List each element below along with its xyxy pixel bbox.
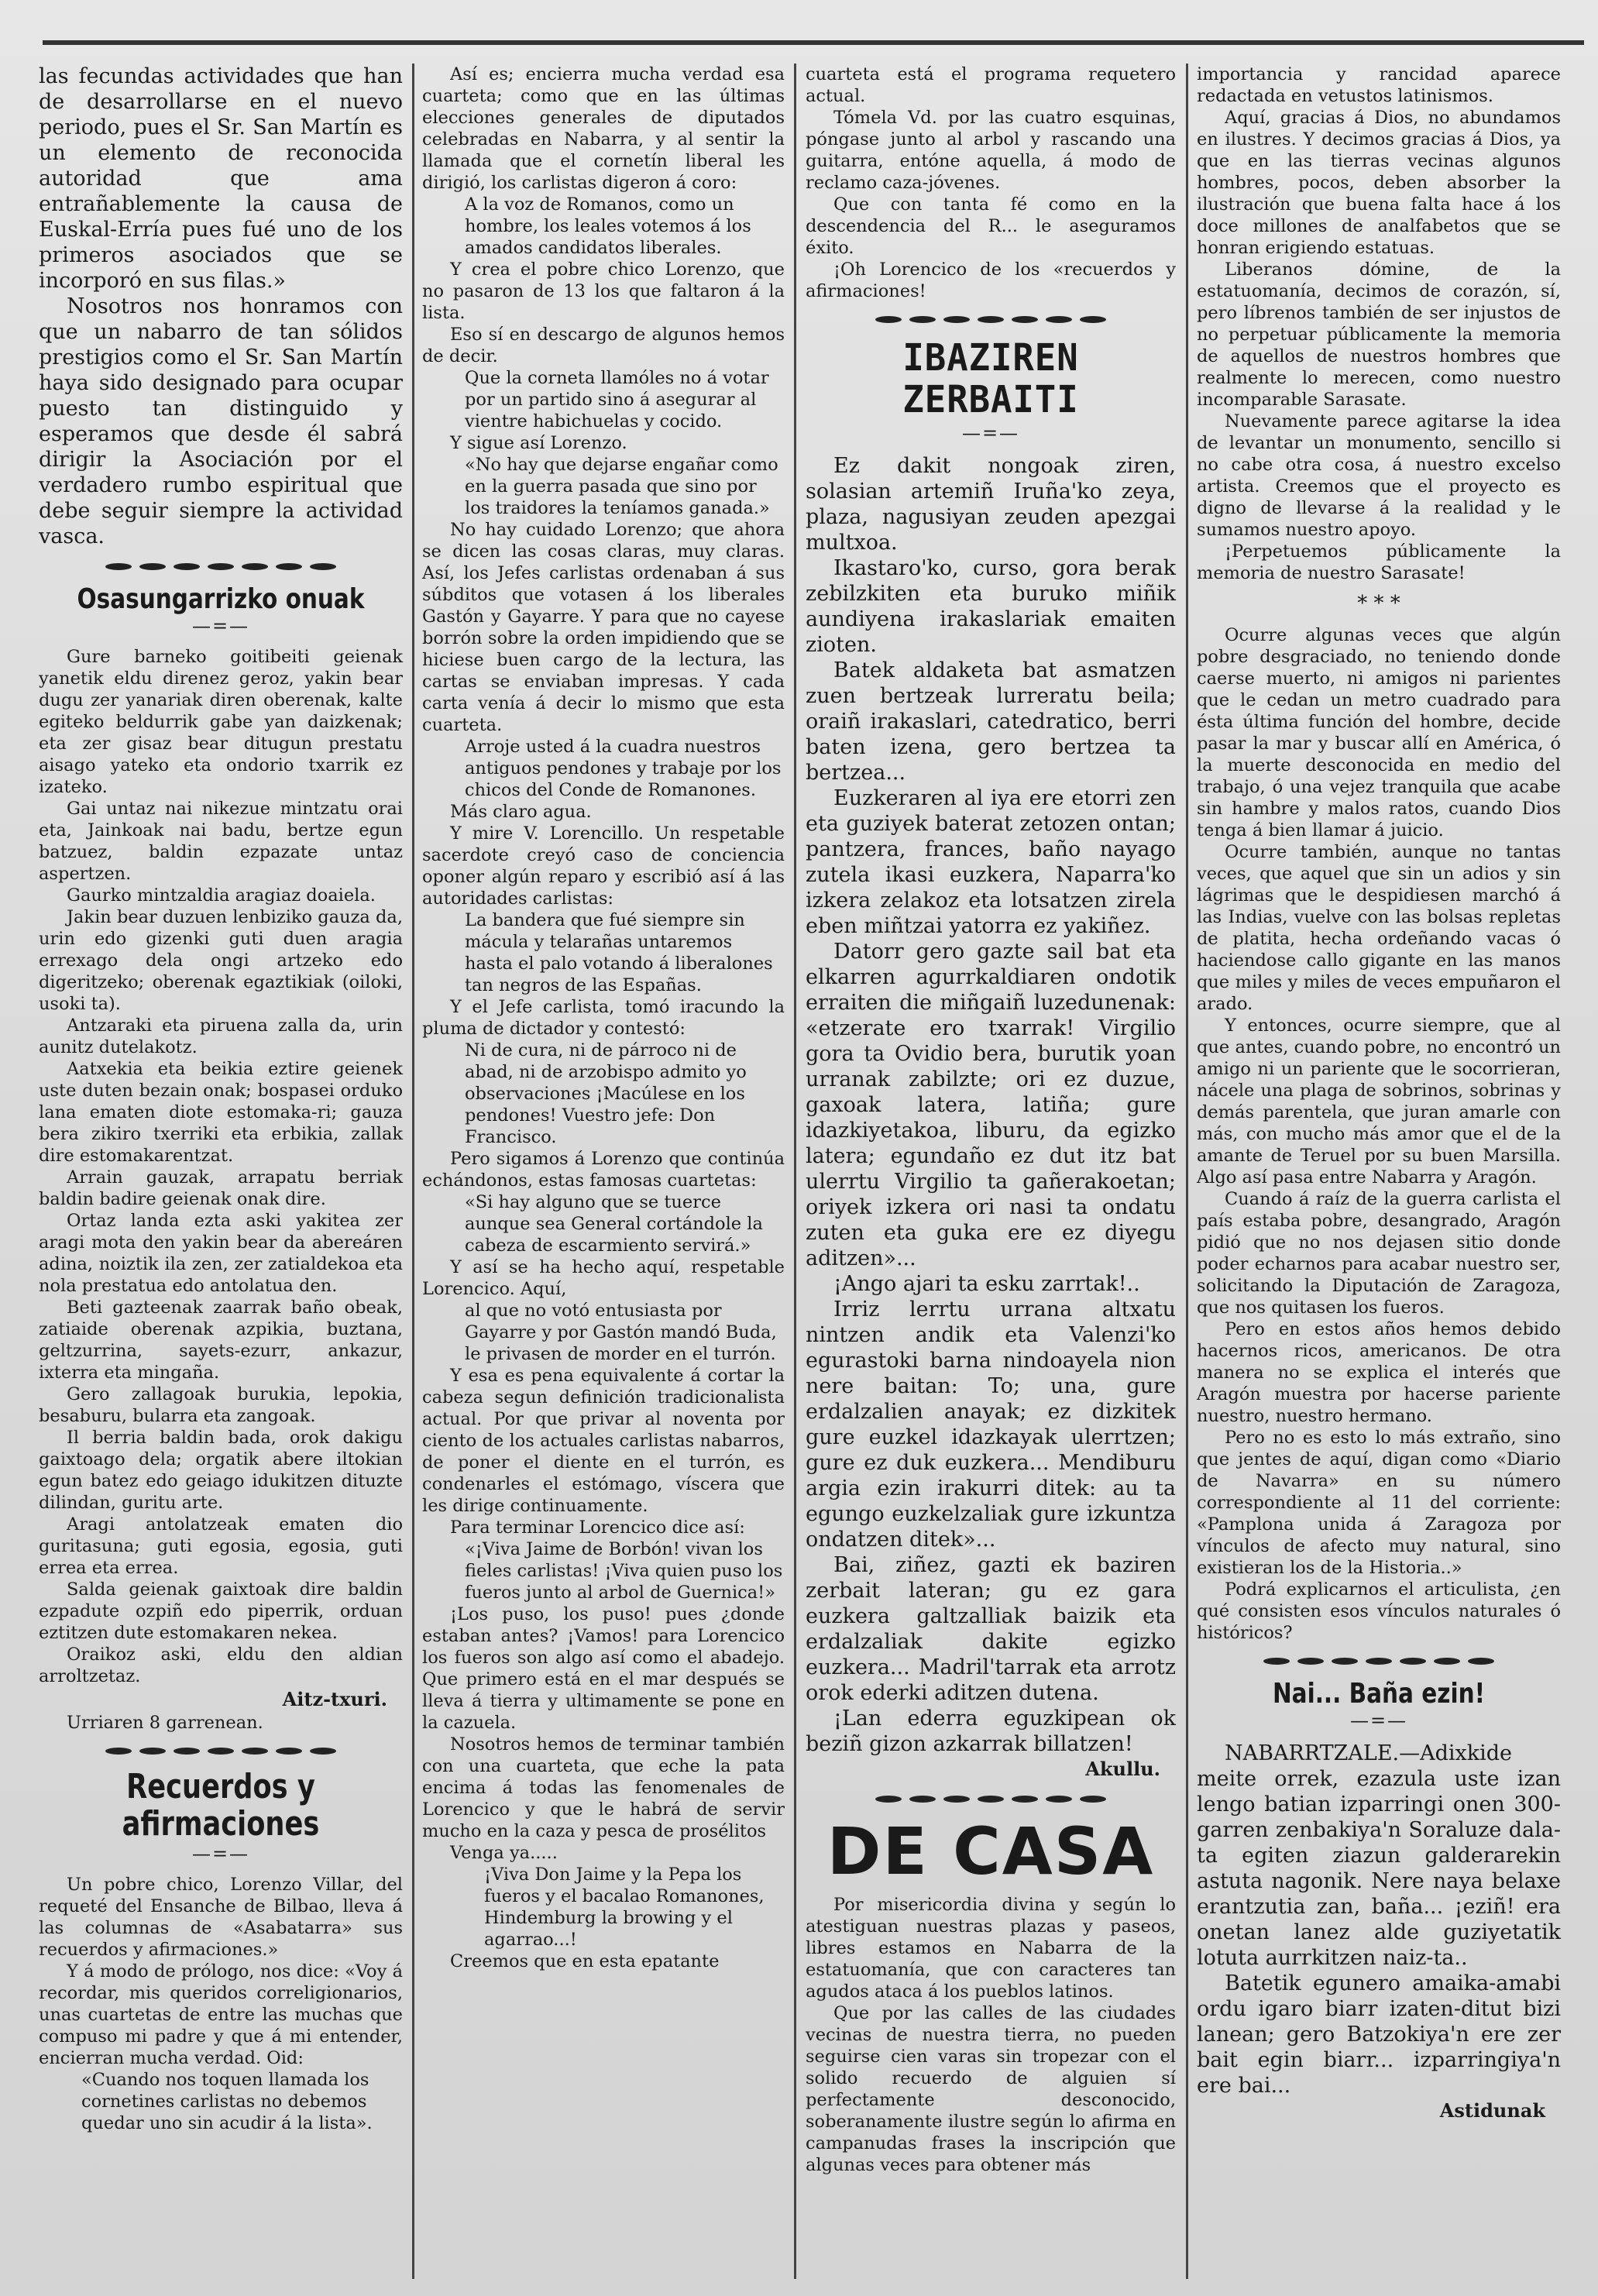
paragraph: Gai untaz nai nikezue mintzatu orai eta, Jainkoak nai badu, bertze egun batzuez, baldin ezpazate untaz aspertzen. — [39, 799, 403, 884]
paragraph: Pero sigamos á Lorenzo que continúa echándonos, estas famosas cuartetas: — [422, 1149, 785, 1191]
paragraph: Pero no es esto lo más extraño, sino que jentes de aquí, digan como «Diario de Navarra» en su número correspondiente al 11 del corriente: «Pamplona unida á Zaragoza por vínculos de afecto muy natural, sino existieran los de la Historia..» — [1197, 1428, 1561, 1578]
ornament-divider — [806, 1796, 1176, 1803]
signature: Akullu. — [1085, 1758, 1160, 1780]
verse: al que no votó entusiasta por Gayarre y por Gastón mandó Buda, le privasen de morder en el turrón. — [465, 1301, 777, 1364]
paragraph: Y así se ha hecho aquí, respetable Lorencico. Aquí, — [422, 1257, 785, 1299]
dateline: Urriaren 8 garrenean. — [67, 1713, 263, 1733]
top-rule — [43, 40, 1584, 45]
signature: Aitz-txuri. — [282, 1688, 387, 1710]
paragraph: Para terminar Lorencico dice así: — [450, 1517, 745, 1538]
article-heading: Osasungarrizko onuak — [77, 583, 365, 615]
paragraph: No hay cuidado Lorenzo; que ahora se dicen las cosas claras, muy claras. Así, los Jefes carlistas ordenaban á sus súbditos que votasen á los liberales Gastón y Gayarre. Y para que no cayese borrón sobre la orden impidiendo que se hiciese buen cargo de la lectura, las cartas se enviaban impresas. Y cada carta venía á decir lo mismo que esta cuarteta. — [422, 520, 785, 735]
paragraph: Nosotros hemos de terminar también con una cuarteta, que eche la pata encima á todas las fenomenales de Lorencico y que le habrá de servir mucho en la caza y pesca de prosélitos — [422, 1734, 785, 1841]
paragraph: Batetik egunero amaika-amabi ordu igaro biarr izaten-ditut bizi lanean; gero Batzokiya'n ere zer bait egin biarr... izparringiya'n ere bai... — [1197, 1971, 1561, 2098]
section-dots: * * * — [1357, 592, 1400, 615]
paragraph: Un pobre chico, Lorenzo Villar, del requeté del Ensanche de Bilbao, lleva á las columnas de «Asabatarra» sus recuerdos y afirmaciones.» — [39, 1875, 403, 1960]
column-rule-3 — [1186, 64, 1188, 2279]
paragraph: Arrain gauzak, arrapatu berriak baldin badire geienak onak dire. — [39, 1167, 403, 1209]
paragraph: Batek aldaketa bat asmatzen zuen bertzeak lurreratu beila; oraiñ irakaslari, catedratico, berri baten izena, gero bertzea ta bertzea... — [806, 658, 1176, 785]
paragraph: Aragi antolatzeak ematen dio guritasuna; guti egosia, egosia, guti errea eta errea. — [39, 1514, 403, 1578]
paragraph: Y mire V. Lorencillo. Un respetable sacerdote creyó caso de conciencia oponer algún reparo y escribió así á las autoridades carlistas: — [422, 823, 785, 909]
paragraph: las fecundas actividades que han de desarrollarse en el nuevo periodo, pues el Sr. San Martín es un elemento de reconocida autoridad que ama entrañablemente la causa de Euskal-Erría pues fué uno de los primeros asociados que se incorporó en sus filas.» — [39, 64, 403, 293]
column-1 — [39, 64, 403, 2134]
article-heading: Recuerdos y afirmaciones — [122, 1767, 320, 1844]
verse: «No hay que dejarse engañar como en la guerra pasada que sino por los traidores la teníamos ganada.» — [465, 455, 778, 518]
paragraph: Eso sí en descargo de algunos hemos de decir. — [422, 325, 785, 366]
verse: Ni de cura, ni de párroco ni de abad, ni de arzobispo admito yo observaciones ¡Macúlese en los pendones! Vuestro jefe: Don Francisco. — [465, 1040, 747, 1147]
paragraph: Aquí, gracias á Dios, no abundamos en ilustres. Y decimos gracias á Dios, ya que en las tierras vecinas algunos hombres, pocos, deben absorber la ilustración que buena falta hace á los doce millones de analfabetos que se honran erigiendo estatuas. — [1197, 108, 1561, 258]
paragraph: Liberanos dómine, de la estatuomanía, decimos de corazón, sí, pero líbrenos también de ser injustos de no perpetuar públicamente la memoria de aquellos de nuestros hombres que realmente lo merecen, como nuestro incomparable Sarasate. — [1197, 260, 1561, 410]
paragraph: importancia y rancidad aparece redactada en vetustos latinismos. — [1197, 64, 1561, 106]
paragraph: Nosotros nos honramos con que un nabarro de tan sólidos prestigios como el Sr. San Martín haya sido designado para ocupar puesto tan distinguido y esperamos que desde él sabrá dirigir la Asociación por el verdadero rumbo espiritual que debe seguir siempre la actividad vasca. — [39, 294, 403, 548]
verse: A la voz de Romanos, como un hombre, los leales votemos á los amados candidatos liberales. — [465, 194, 751, 258]
paragraph: Que con tanta fé como en la descendencia del R... le aseguramos éxito. — [806, 194, 1176, 258]
paragraph: Y sigue así Lorenzo. — [450, 433, 627, 453]
heading-dash: —=— — [191, 615, 250, 637]
paragraph: Gero zallagoak burukia, lepokia, besaburu, bularra eta zangoak. — [39, 1384, 403, 1426]
verse: «Cuando nos toquen llamada los cornetines carlistas no debemos quedar uno sin acudir á la lista». — [81, 2070, 373, 2133]
paragraph: Y el Jefe carlista, tomó iracundo la pluma de dictador y contestó: — [422, 997, 785, 1039]
paragraph: Ikastaro'ko, curso, gora berak zebilzkiten eta buruko miñik aundiyena irakaslariak emaiten zioten. — [806, 556, 1176, 657]
column-4 — [1197, 64, 1561, 2123]
paragraph: Euzkeraren al iya ere etorri zen eta guziyek baterat zetozen ontan; pantzera, frances, baño nayago zutela ikasi euzkera, Naparra'ko izkera zelakoz eta lotsatzen zirela eben miñtzai yatorra ez yakiñez. — [806, 786, 1176, 938]
paragraph: NABARRTZALE.—Adixkide meite orrek, ezazula uste izan lengo batian izparringi onen 300-garren zenbakiya'n Soraluze dala-ta egiten ziazun galderarekin astuta nagonik. Nere naya belaxe erantzutia zan, baña... ¡eziñ! era onetan lanez alde guziyetatik lotuta aurrkitzen naiz-ta.. — [1197, 1741, 1561, 1970]
verse: Que la corneta llamóles no á votar por un partido sino á asegurar al vientre habichuelas y cocido. — [465, 368, 769, 431]
paragraph: Datorr gero gazte sail bat eta elkarren agurrkaldiaren ondotik erraiten die miñgaiñ luzedunenak: «etzerate ero txarrak! Virgilio gora ta Ovidio bera, burutik yoan urranak zabilzte; ori ez duzue, gaxoak latera, latiña; gure idazkiyetakoa, liburu, da egizko latera; egundaño ez dut itz bat ulerrtu Virgilio ta gañerakoetan; oriyek izkera ori nasi ta ondatu zuten eta guka ere ez diyegu aditzen»... — [806, 940, 1176, 1270]
paragraph: Jakin bear duzuen lenbiziko gauza da, urin edo gizenki guti duen aragia errexago dela ongi artzeko edo digeritzeko; oberenak egaztikiak (oiloki, usoki ta). — [39, 907, 403, 1014]
paragraph: Ez dakit nongoak ziren, solasian artemiñ Iruña'ko zeya, plaza, nagusiyan zeuden apezgai multxoa. — [806, 454, 1176, 555]
paragraph: Oraikoz aski, eldu den aldian arroltzetaz. — [39, 1645, 403, 1686]
signature: Astidunak — [1439, 2099, 1545, 2122]
column-rule-1 — [412, 64, 414, 2279]
paragraph: Salda geienak gaixtoak dire baldin ezpadute ozpiñ edo piperrik, orduan eztitzen dute estomakaren nekea. — [39, 1579, 403, 1643]
paragraph: Irriz lerrtu urrana altxatu nintzen andik eta Valenzi'ko egurastoki barna nindoayela nion nere baitan: To; una, gure erdalzalien anayak; ez dizkitek gure euzkel idazkayak ulerrtzen; gure ez duk euzkera... Mendiburu argia ezin irakurri ditek: au ta egungo euzkelzaliak gure izkuntza ondatzen ditek»... — [806, 1298, 1176, 1552]
ornament-divider — [806, 316, 1176, 323]
ornament-divider — [1197, 1658, 1561, 1665]
verse: «¡Viva Jaime de Borbón! vivan los fieles carlistas! ¡Viva quien puso los fueros junto al arbol de Guernica!» — [465, 1539, 783, 1603]
heading-dash: —=— — [961, 422, 1020, 444]
paragraph: Pero en estos años hemos debido hacernos ricos, americanos. De otra manera no se explica el interés que Aragón muestra por hacerse pariente nuestro, nuestro hermano. — [1197, 1319, 1561, 1426]
paragraph: Tómela Vd. por las cuatro esquinas, póngase junto al arbol y rascando una guitarra, entóne aquella, á modo de reclamo caza-jóvenes. — [806, 108, 1176, 193]
paragraph: Más claro agua. — [450, 802, 592, 822]
paragraph: Ocurre algunas veces que algún pobre desgraciado, no teniendo donde caerse muerto, ni amigos ni parientes que le cedan un metro cuadrado para ésta última función del hombre, decide pasar la mar y buscar allí en América, ó la muerte desconocida en medio del trabajo, ó una vejez tranquila que acabe sin hambre y malos ratos, cuando Dios tenga á bien llamar á juicio. — [1197, 625, 1561, 840]
paragraph: ¡Ango ajari ta esku zarrtak!.. — [833, 1272, 1140, 1296]
paragraph: Y á modo de prólogo, nos dice: «Voy á recordar, mis queridos correligionarios, unas cuartetas de entre las muchas que compuso mi padre y que á mi entender, encierran mucha verdad. Oid: — [39, 1961, 403, 2068]
column-3 — [806, 64, 1176, 2176]
paragraph: Gaurko mintzaldia aragiaz doaiela. — [67, 885, 376, 906]
paragraph: Nuevamente parece agitarse la idea de levantar un monumento, sencillo si no cabe otra cosa, á nuestro excelso artista. Creemos que el proyecto es digno de llevarse á la realidad y le sumamos nuestro apoyo. — [1197, 411, 1561, 540]
verse: ¡Viva Don Jaime y la Pepa los fueros y el bacalao Romanones, Hindemburg la browing y el agarrao...! — [484, 1865, 765, 1950]
ornament-divider — [39, 563, 403, 570]
paragraph: Y entonces, ocurre siempre, que al que antes, cuando pobre, no encontró un amigo ni un pariente que le socorrieran, nácele una plaga de sobrinos, sobrinas y demás parentela, que juran amarle con más, con mucho más amor que el de la amante de Teruel por su buen Marsilla. Algo así pasa entre Nabarra y Aragón. — [1197, 1016, 1561, 1188]
article-heading: IBAZIREN ZERBAITI — [902, 336, 1079, 421]
paragraph: Y esa es pena equivalente á cortar la cabeza segun definición tradicionalista actual. Por que privar al noventa por ciento de los actuales carlistas nabarros, de poner el diente en el turrón, es condenarles el estómago, víscera que les dirige continuamente. — [422, 1366, 785, 1516]
paragraph: ¡Oh Lorencico de los «recuerdos y afirmaciones! — [806, 260, 1176, 301]
paragraph: Podrá explicarnos el articulista, ¿en qué consisten esos vínculos naturales ó históricos? — [1197, 1579, 1561, 1643]
paragraph: Así es; encierra mucha verdad esa cuarteta; como que en las últimas elecciones generales de diputados celebradas en Nabarra, y al sentir la llamada que el cornetín liberal les dirigió, los carlistas digeron á coro: — [422, 64, 785, 193]
article-heading: DE CASA — [826, 1813, 1155, 1889]
ornament-divider — [39, 1748, 403, 1755]
article-heading: Nai... Baña ezin! — [1272, 1678, 1486, 1710]
verse: «Si hay alguno que se tuerce aunque sea General cortándole la cabeza de escarmiento servirá.» — [465, 1192, 763, 1256]
column-2 — [422, 64, 785, 1972]
paragraph: Il berria baldin bada, orok dakigu gaixtoago dela; orgatik abere iltokian egun batez edo geiago idukitzen dituzte dilindan, guritu arte. — [39, 1428, 403, 1513]
paragraph: Venga ya..... — [450, 1843, 558, 1863]
paragraph: Beti gazteenak zaarrak baño obeak, zatiaide oberenak azpikia, buztana, geltzurrina, sayets-ezurr, ankazur, ixterra eta mingaña. — [39, 1298, 403, 1383]
column-rule-2 — [794, 64, 796, 2279]
paragraph: Y crea el pobre chico Lorenzo, que no pasaron de 13 los que faltaron á la lista. — [422, 260, 785, 323]
paragraph: ¡Lan ederra eguzkipean ok beziñ gizon azkarrak billatzen! — [806, 1707, 1176, 1756]
paragraph: Antzaraki eta piruena zalla da, urin aunitz dutelakotz. — [39, 1016, 403, 1057]
paragraph: Creemos que en esta epatante — [450, 1951, 720, 1971]
paragraph: Bai, ziñez, gazti ek baziren zerbait lateran; gu ez gara euzkera galtzalliak baizik eta erdalzaliak dakite egizko euzkera... Madril'tarrak eta arrotz orok ederki aditzen dutena. — [806, 1553, 1176, 1705]
paragraph: ¡Perpetuemos públicamente la memoria de nuestro Sarasate! — [1197, 541, 1561, 583]
heading-dash: —=— — [191, 1843, 250, 1865]
paragraph: ¡Los puso, los puso! pues ¿donde estaban antes? ¡Vamos! para Lorencico los fueros son algo así como el abadejo. Que primero está en el mar después se lleva á tierra y ultimamente se pone en la cazuela. — [422, 1604, 785, 1733]
paragraph: Ocurre también, aunque no tantas veces, que aquel que sin un adios y sin lágrimas que le despidiesen marchó á las Indias, vuelve con las bolsas repletas de platita, hecha ordeñando vacas ó haciendose callo gigante en las manos que miles y miles de veces empuñaron el arado. — [1197, 842, 1561, 1014]
heading-dash: —=— — [1349, 1710, 1408, 1731]
verse: La bandera que fué siempre sin mácula y telarañas untaremos hasta el palo votando á liberalones tan negros de las Españas. — [465, 910, 773, 995]
verse: Arroje usted á la cuadra nuestros antiguos pendones y trabaje por los chicos del Conde de Romanones. — [465, 737, 782, 800]
paragraph: Ortaz landa ezta aski yakitea zer aragi mota den yakin bear da abereáren adina, noiztik ila zen, zer zatialdekoa eta nola prestatua edo antolatua den. — [39, 1211, 403, 1296]
paragraph: Aatxekia eta beikia eztire geienek uste duten bezain onak; bospasei orduko lana ematen diote estomaka-ri; gauza bera zikiro txerriki eta erbikia, zallak dire estomakarentzat. — [39, 1059, 403, 1166]
paragraph: Que por las calles de las ciudades vecinas de nuestra tierra, no pueden seguirse cien varas sin tropezar con el solido recuerdo de alguien sí perfectamente desconocido, soberanamente ilustre según lo afirma en campanudas frases la inscripción que algunas veces para obtener más — [806, 2003, 1176, 2175]
paragraph: Cuando á raíz de la guerra carlista el país estaba pobre, desangrado, Aragón pidió que no nos dejasen sitio donde poder echarnos para acabar nuestro ser, solicitando la Diputación de Zaragoza, que nos quitasen los fueros. — [1197, 1189, 1561, 1318]
paragraph: cuarteta está el programa requetero actual. — [806, 64, 1176, 106]
paragraph: Por misericordia divina y según lo atestiguan nuestras plazas y paseos, libres estamos en Nabarra de la estatuomanía, que con caracteres tan agudos ataca á los pueblos latinos. — [806, 1895, 1176, 2002]
paragraph: Gure barneko goitibeiti geienak yanetik eldu direnez geroz, yakin bear dugu zer yanariak diren oberenak, kalte egiteko beldurrik gabe yan daizkenak; eta zer gisaz bear ditugun prestatu aisago yateko eta ondorio txarrik ez izateko. — [39, 647, 403, 797]
